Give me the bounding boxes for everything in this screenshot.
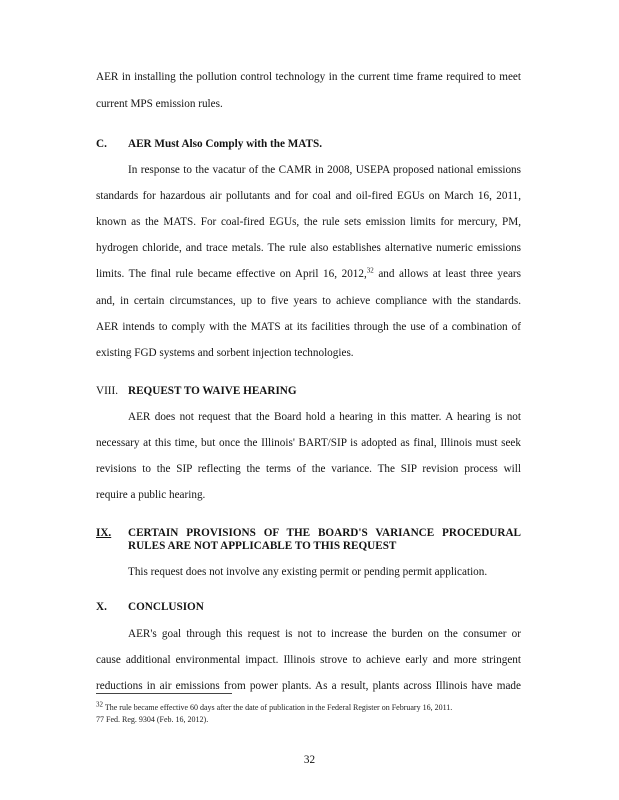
section-title-line: CERTAIN PROVISIONS OF THE BOARD'S VARIANCE PROCEDURAL [128, 527, 521, 539]
body-line: reductions in air emissions from power plants. As a result, plants across Illinois have made [96, 680, 521, 692]
footnote-line [96, 700, 453, 713]
section-title: AER Must Also Comply with the MATS. [128, 138, 323, 150]
section-number: X. [96, 601, 107, 613]
body-line: AER's goal through this request is not to increase the burden on the consumer or [128, 628, 521, 640]
page-number: 32 [303, 754, 316, 766]
body-line: hydrogen chloride, and trace metals. The rule also establishes alternative numeric emissions [96, 242, 521, 254]
section-number: IX. [96, 527, 112, 539]
text-segment: limits. The final rule became effective on April 16, 2012, [96, 268, 367, 280]
body-line: revisions to the SIP reflecting the terms of the variance. The SIP revision process will [96, 463, 521, 475]
body-line-with-footnote [96, 267, 521, 281]
body-line: necessary at this time, but once the Illinois' BART/SIP is adopted as final, Illinois must seek [96, 437, 521, 449]
body-line: AER does not request that the Board hold a hearing in this matter. A hearing is not [128, 411, 521, 423]
section-ix-heading [96, 527, 521, 555]
body-line: standards for hazardous air pollutants and for coal and oil-fired EGUs on March 16, 2011, [96, 190, 521, 202]
footnote-line: 77 Fed. Reg. 9304 (Feb. 16, 2012). [96, 715, 209, 724]
footnote-text: The rule became effective 60 days after the date of publication in the Federal Register on February 16, 2011. [103, 703, 453, 712]
body-line: AER intends to comply with the MATS at its facilities through the use of a combination of [96, 321, 521, 333]
body-line: AER in installing the pollution control technology in the current time frame required to meet [96, 71, 521, 83]
footnote-mark: 32 [96, 700, 103, 709]
body-line: This request does not involve any existing permit or pending permit application. [128, 566, 488, 578]
text-segment: and allows at least three years [373, 268, 521, 280]
section-x-heading [96, 601, 521, 615]
section-title: CONCLUSION [128, 601, 204, 613]
section-number: VIII. [96, 385, 119, 397]
section-c-heading [96, 138, 521, 152]
body-line: current MPS emission rules. [96, 98, 223, 110]
section-number: C. [96, 138, 107, 150]
body-line: cause additional environmental impact. Illinois strove to achieve early and more stringent [96, 654, 521, 666]
section-title-line: RULES ARE NOT APPLICABLE TO THIS REQUEST [128, 540, 397, 552]
body-line: existing FGD systems and sorbent injection technologies. [96, 347, 354, 359]
section-viii-heading [96, 385, 521, 399]
footnote-divider [96, 693, 232, 694]
footnote-reference: 32 [366, 266, 374, 275]
body-line: and, in certain circumstances, up to five years to achieve compliance with the standards. [96, 295, 521, 307]
body-line: In response to the vacatur of the CAMR in 2008, USEPA proposed national emissions [128, 164, 521, 176]
body-line: known as the MATS. For coal-fired EGUs, the rule sets emission limits for mercury, PM, [96, 216, 521, 228]
body-line: require a public hearing. [96, 489, 206, 501]
section-title: REQUEST TO WAIVE HEARING [128, 385, 297, 397]
